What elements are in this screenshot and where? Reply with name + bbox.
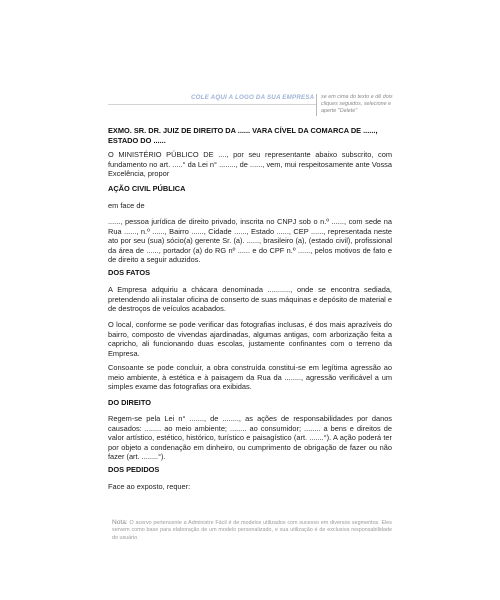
side-note-line: cliques seguidos, selecione e — [321, 101, 392, 108]
side-note-line: aperte "Delete" — [321, 108, 358, 115]
logo-placeholder: COLE AQUI A LOGO DA SUA EMPRESA — [191, 94, 315, 101]
addressee: EXMO. SR. DR. JUIZ DE DIREITO DA ...... VARA CÍVEL DA COMARCA DE ......, ESTADO DO ...... — [108, 126, 378, 145]
facts-paragraph-2: O local, conforme se pode verificar das fotografias inclusas, é dos mais aprazíveis do bairro, composto de vivendas ajardinadas, algumas antigas, com arborização feita a capricho, ali funcionando duas escolas, justamente confinantes com o terreno da Empresa. — [108, 320, 392, 358]
law-heading: DO DIREITO — [108, 398, 151, 407]
requests-heading: DOS PEDIDOS — [108, 465, 160, 474]
facts-paragraph-1: A Empresa adquiriu a chácara denominada ..........., onde se encontra sediada, pretendendo ali instalar oficina de conserto de suas máquinas e depósito de material e de destroços de veículos acabados. — [108, 285, 392, 314]
requests-intro: Face ao exposto, requer: — [108, 482, 191, 491]
side-note — [316, 94, 500, 116]
footer-note — [112, 519, 392, 542]
side-note-line: se em cima do texto e dê dois — [321, 94, 393, 100]
defendant-paragraph: ......, pessoa jurídica de direito privado, inscrita no CNPJ sob o n.º ......, com sede na Rua ......, n.º ......, Bairro ......, Cidade ......, Estado ......, CEP ......, representada neste ato por seu (sua) sócio(a) gerente Sr. (a). ......, brasileiro (a), (estado civil), profissional da área de ......, portador (a) do RG nº ...... e do CPF n.º ......, pelos motivos de fato e de direito a seguir aduzidos. — [108, 217, 392, 265]
note-label: Nota: — [112, 519, 128, 526]
header-divider — [108, 104, 316, 105]
facts-heading: DOS FATOS — [108, 268, 151, 277]
note-text: O acervo pertencente a Administre Fácil é de modelos utilizados com sucesso em diversos segmentos. Eles servem como base para elaboração de um modelo personalizado, e sua utilização é de exclusiva responsabilidade do usuário. — [112, 520, 392, 541]
law-paragraph: Regem-se pela Lei n° ......., de ........, as ações de responsabilidades por danos causados: ........ ao meio ambiente; ........ ao consumidor; ........ a bens e direitos de valor artístico, estético, histórico, turístico e paisagístico (art. .......°). A ação poderá ter por objeto a condenação em dinheiro, ou cumprimento de obrigação de fazer ou não fazer (art. ........°). — [108, 414, 392, 462]
facts-paragraph-3: Consoante se pode concluir, a obra construída constitui-se em legítima agressão ao meio ambiente, à estética e à paisagem da Rua da ........, agressão verificável a um simples exame das fotografias ora exibidas. — [108, 363, 392, 392]
intro-paragraph: O MINISTÉRIO PÚBLICO DE ...., por seu representante abaixo subscrito, com fundamento no art. .....° da Lei n° ........, de ......, vem, mui respeitosamente ante Vossa Excelência, propor — [108, 150, 392, 179]
action-title: AÇÃO CIVIL PÚBLICA — [108, 184, 186, 193]
against-text: em face de — [108, 201, 145, 210]
